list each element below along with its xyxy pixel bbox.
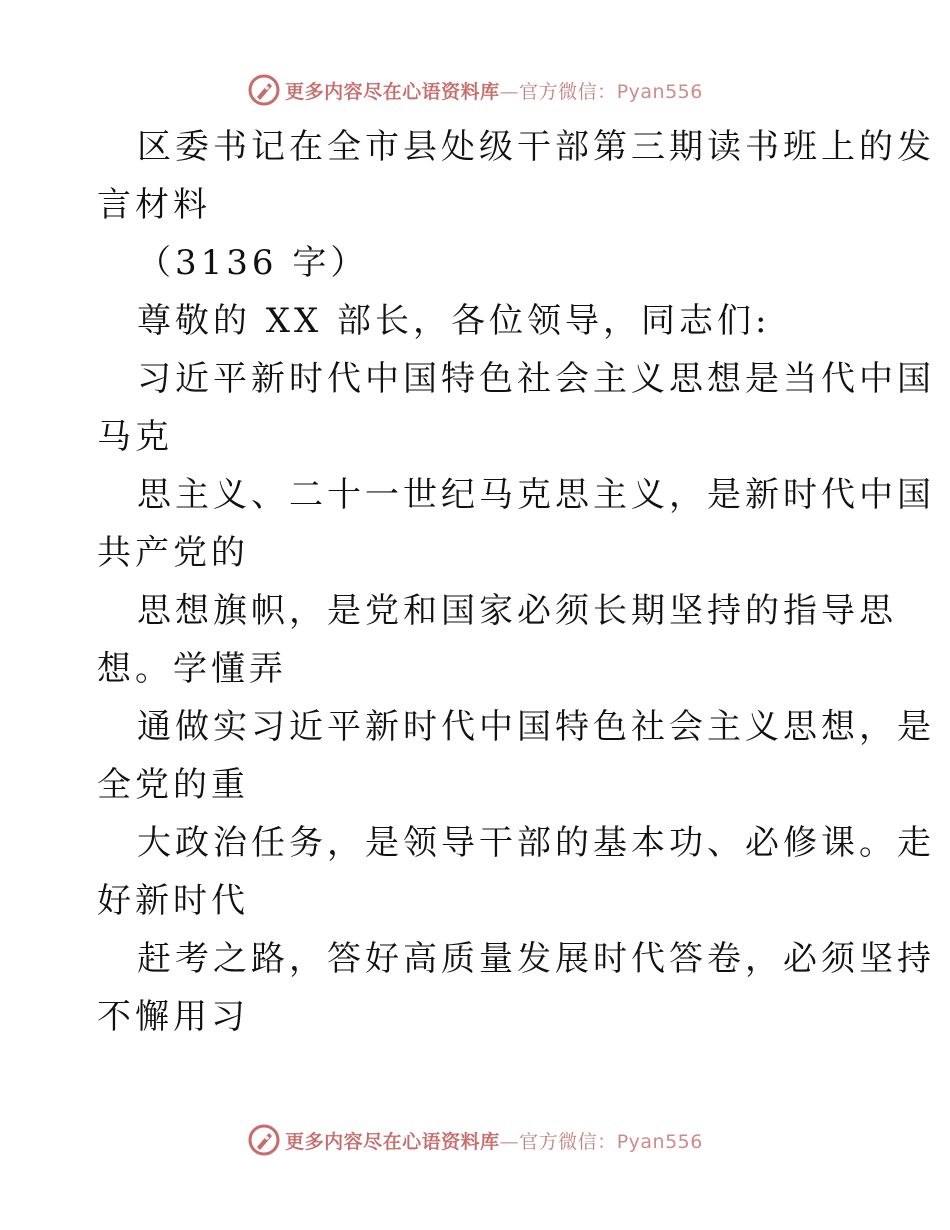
document-line: 言材料: [97, 185, 211, 225]
watermark-account-label: 官方微信：: [519, 1130, 617, 1153]
watermark-text: [285, 77, 703, 104]
watermark-separator: —: [499, 80, 520, 103]
pen-nib-logo-icon: [247, 1123, 281, 1157]
document-line: 通做实习近平新时代中国特色社会主义思想，是: [137, 707, 935, 747]
watermark-main-text: 更多内容尽在心语资料库: [285, 1130, 500, 1153]
document-line: 区委书记在全市县处级干部第三期读书班上的发: [137, 127, 935, 167]
document-line: 习近平新时代中国特色社会主义思想是当代中国: [137, 359, 935, 399]
watermark-separator: —: [499, 1130, 520, 1153]
document-line: 全党的重: [97, 765, 249, 805]
document-line: 思主义、二十一世纪马克思主义，是新时代中国: [137, 475, 935, 515]
document-body: [97, 118, 935, 1046]
document-line: 赶考之路，答好高质量发展时代答卷，必须坚持: [137, 939, 935, 979]
document-line: 大政治任务，是领导干部的基本功、必修课。走: [137, 823, 935, 863]
document-line: 想。学懂弄: [97, 649, 287, 689]
document-line: 好新时代: [97, 881, 249, 921]
watermark-account-label: 官方微信：: [519, 80, 617, 103]
document-line: （3136 字）: [137, 243, 369, 283]
document-line: 尊敬的 XX 部长，各位领导，同志们:: [137, 301, 771, 341]
pen-nib-logo-icon: [247, 73, 281, 107]
document-line: 共产党的: [97, 533, 249, 573]
watermark-account-id: Pyan556: [616, 80, 703, 103]
watermark-text: [285, 1127, 703, 1154]
header-watermark: [0, 70, 950, 110]
document-line: 马克: [97, 417, 173, 457]
watermark-account-id: Pyan556: [616, 1130, 703, 1153]
footer-watermark: [0, 1120, 950, 1160]
document-line: 思想旗帜，是党和国家必须长期坚持的指导思: [137, 591, 897, 631]
watermark-main-text: 更多内容尽在心语资料库: [285, 80, 500, 103]
document-line: 不懈用习: [97, 997, 249, 1037]
